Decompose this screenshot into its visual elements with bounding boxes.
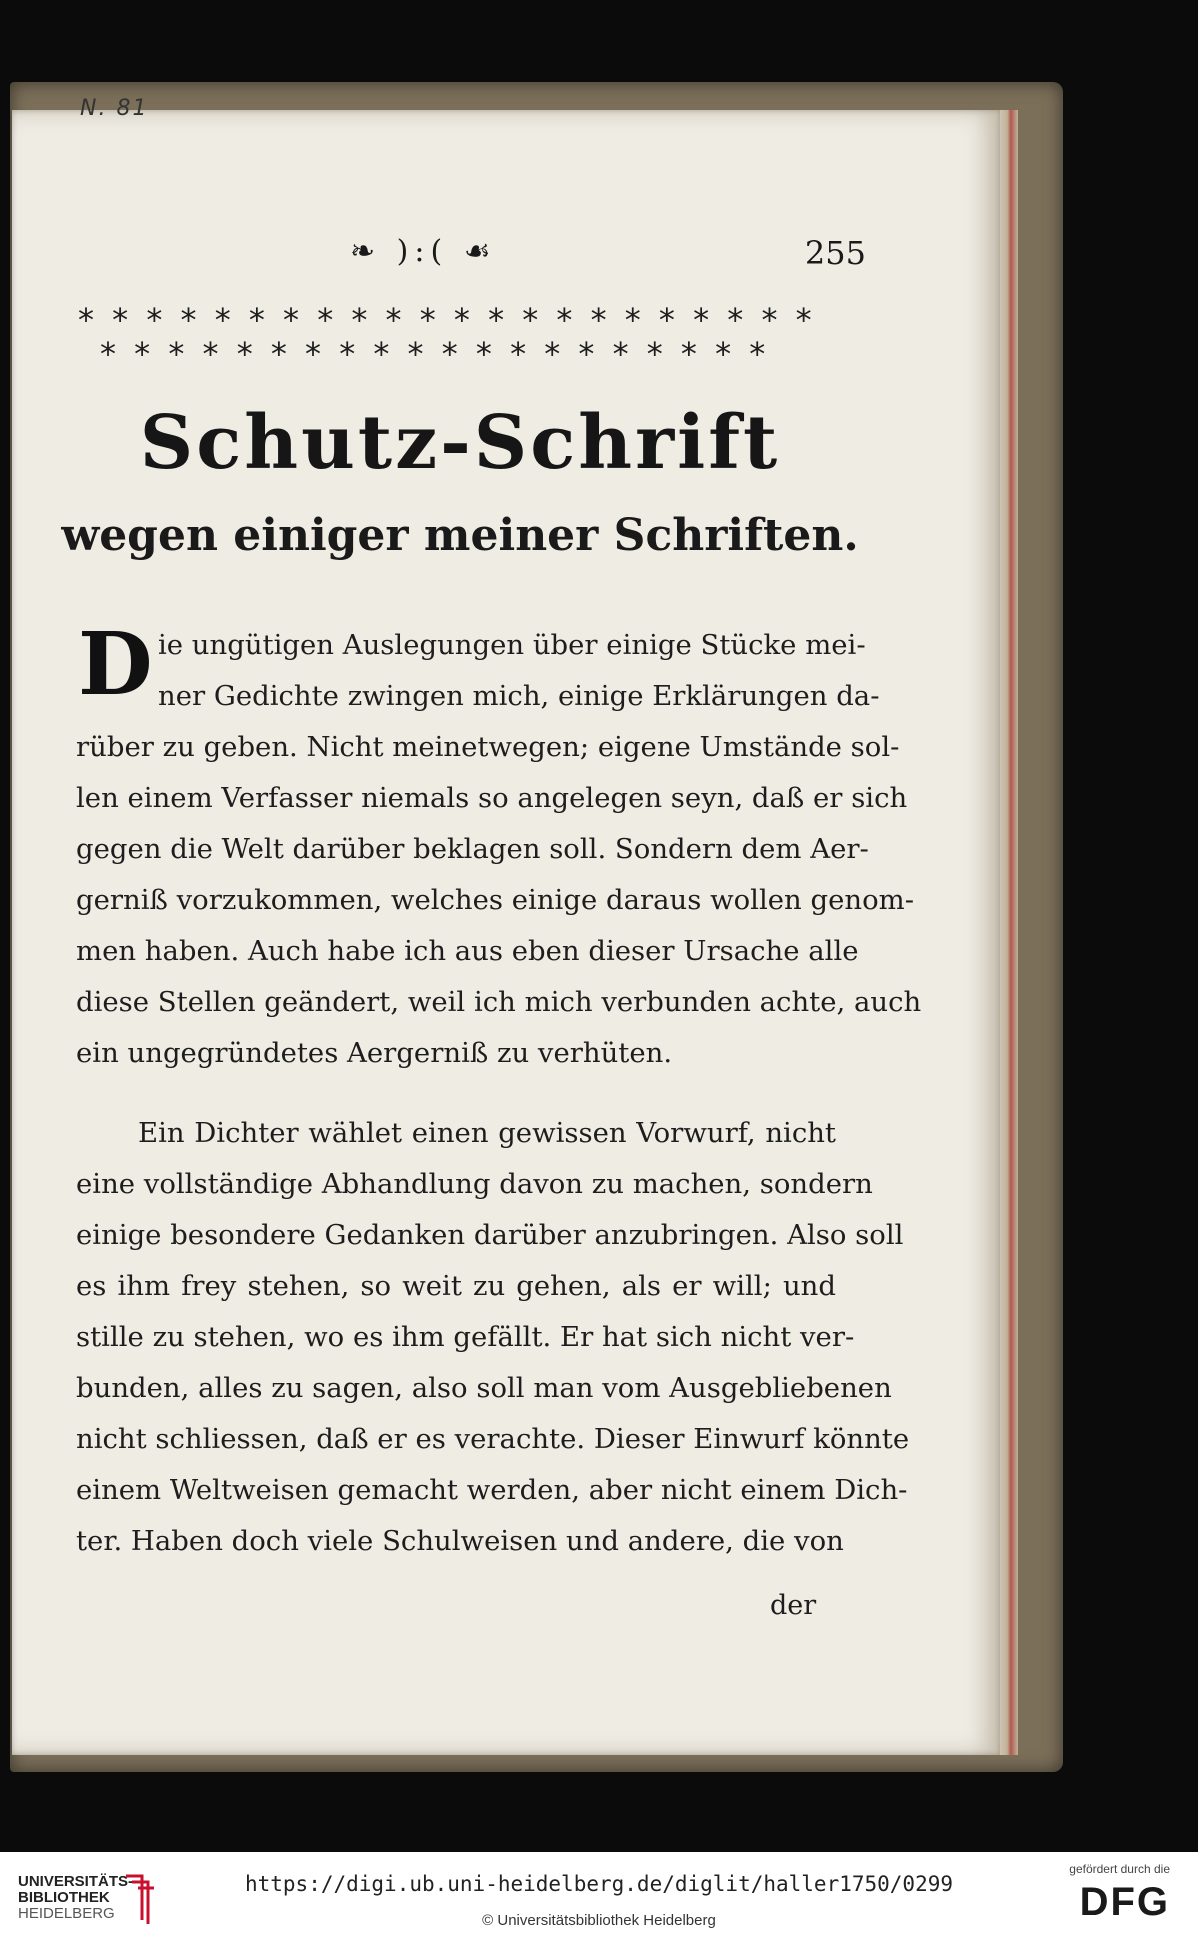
library-name-line3: HEIDELBERG (18, 1905, 115, 1922)
text-line: ie ungütigen Auslegungen über einige Stücke mei- (158, 629, 866, 661)
paragraph-1 (76, 614, 922, 1079)
text-line: bunden, alles zu sagen, also soll man vom Ausgebliebenen (76, 1372, 892, 1404)
catchword: der (770, 1590, 817, 1621)
star-row-1: * * * * * * * * * * * * * * * * * * * * * * (78, 301, 816, 339)
chapter-title: Schutz-Schrift (139, 400, 781, 486)
text-line: diese Stellen geändert, weil ich mich verbunden achte, auch (76, 986, 922, 1018)
chapter-subtitle: wegen einiger meiner Schriften. (61, 510, 859, 561)
library-name-line1: UNIVERSITÄTS- (18, 1873, 134, 1890)
text-line: rüber zu geben. Nicht meinetwegen; eigene Umstände sol- (76, 731, 900, 763)
paragraph-2 (76, 1108, 910, 1567)
text-line: gegen die Welt darüber beklagen soll. Sondern dem Aer- (76, 833, 869, 865)
text-line: gerniß vorzukommen, welches einige daraus wollen genom- (76, 884, 914, 916)
star-row-2: * * * * * * * * * * * * * * * * * * * * (100, 335, 770, 373)
drop-cap: D (78, 614, 153, 715)
permalink-url[interactable]: https://digi.ub.uni-heidelberg.de/diglit/haller1750/0299 (244, 1872, 953, 1896)
ornament: ❧ ):( ☙ (350, 234, 497, 269)
text-line: stille zu stehen, wo es ihm gefällt. Er hat sich nicht ver- (76, 1321, 855, 1353)
text-line: ter. Haben doch viele Schulweisen und andere, die von (76, 1525, 844, 1557)
text-line: len einem Verfasser niemals so angelegen seyn, daß er sich (76, 782, 908, 814)
text-line: ein ungegründetes Aergerniß zu verhüten. (76, 1037, 673, 1069)
running-head (60, 234, 866, 274)
text-line: nicht schliessen, daß er es verachte. Dieser Einwurf könnte (76, 1423, 910, 1455)
dfg-funding-note: gefördert durch die (1069, 1862, 1170, 1876)
text-line: ner Gedichte zwingen mich, einige Erklärungen da- (158, 680, 880, 712)
text-line: es ihm frey stehen, so weit zu gehen, als er will; und (76, 1270, 836, 1302)
page-number: 255 (804, 234, 866, 272)
copyright-notice: © Universitätsbibliothek Heidelberg (482, 1912, 716, 1929)
dfg-logo[interactable]: DFG (1079, 1880, 1170, 1924)
text-line: einige besondere Gedanken darüber anzubringen. Also soll (76, 1219, 904, 1251)
text-line: einem Weltweisen gemacht werden, aber nicht einem Dich- (76, 1474, 908, 1506)
text-line: eine vollständige Abhandlung davon zu machen, sondern (76, 1168, 873, 1200)
footer (0, 1852, 1198, 1941)
library-name-line2: BIBLIOTHEK (18, 1889, 110, 1906)
page-edge (1000, 110, 1018, 1755)
text-line: men haben. Auch habe ich aus eben dieser Ursache alle (76, 935, 859, 967)
text-line: Ein Dichter wählet einen gewissen Vorwurf, nicht (138, 1117, 836, 1149)
shelfmark: N. 81 (80, 96, 149, 121)
